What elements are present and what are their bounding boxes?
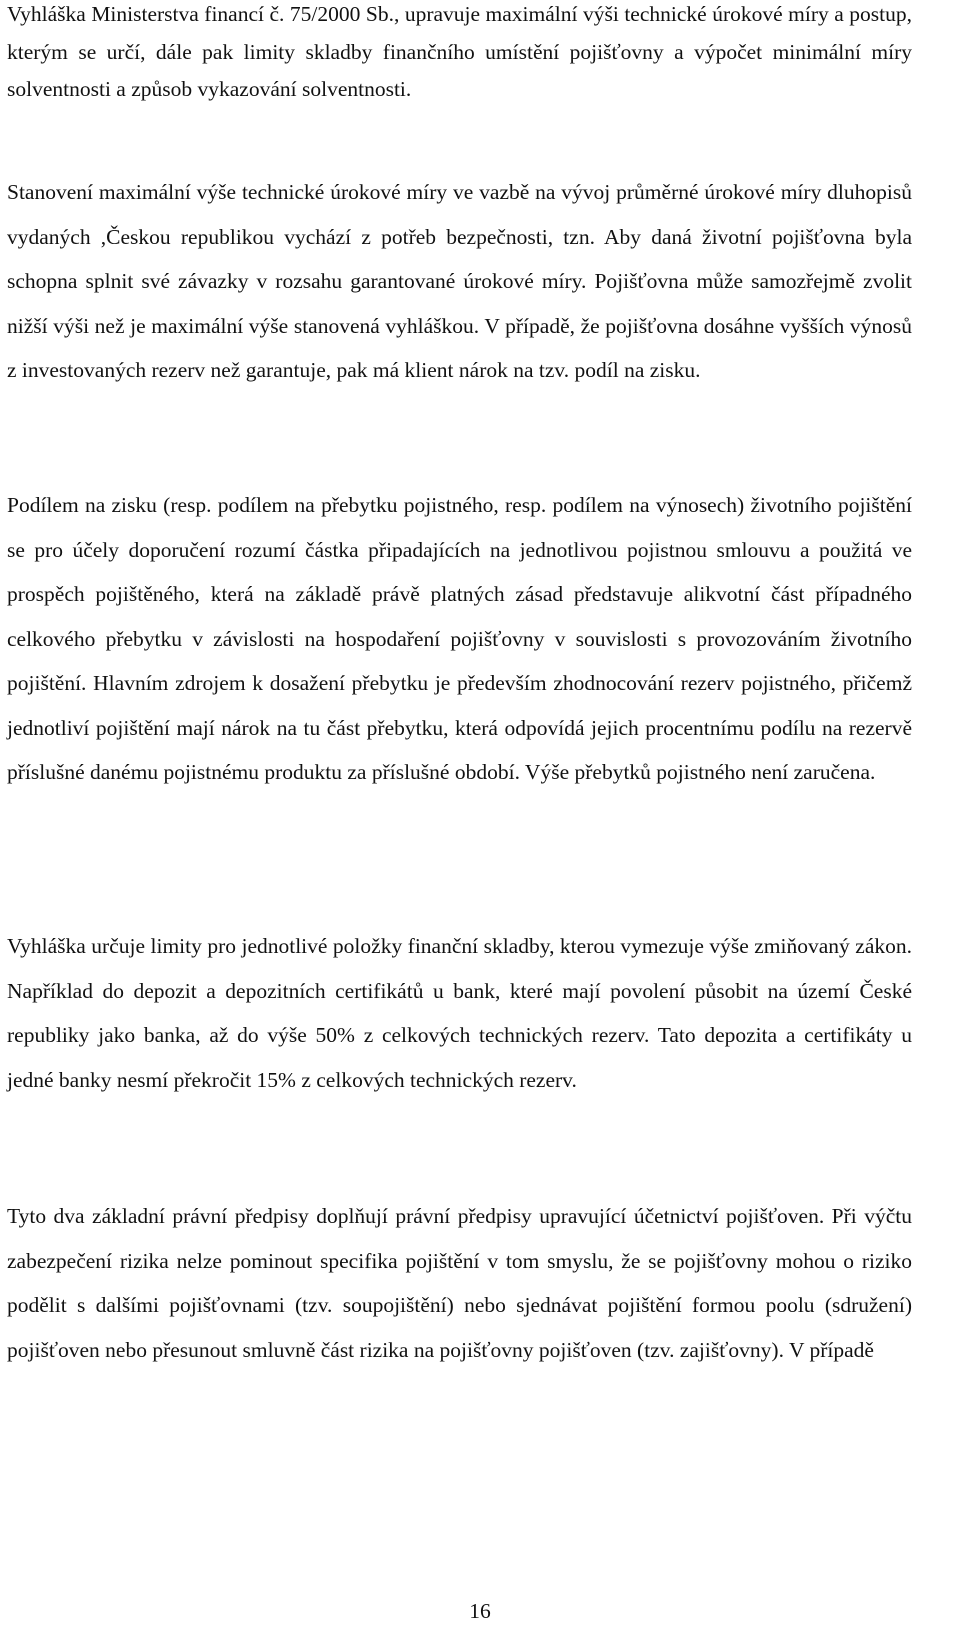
paragraph-decree-overview: Vyhláška Ministerstva financí č. 75/2000 Sb., upravuje maximální výši technické úrokové míry a postup, kterým se určí, dále pak limity skladby finančního umístění pojišťovny a výpočet minimální míry solventnosti a způsob vykazování solventnosti. xyxy=(7,2,912,101)
paragraph-legal-regulations: Tyto dva základní právní předpisy doplňují právní předpisy upravující účetnictví pojišťoven. Při výčtu zabezpečení rizika nelze pominout specifika pojištění v tom smyslu, že se pojišťovny mohou o riziko podělit s dalšími pojišťovnami (tzv. soupojištění) nebo sjednávat pojištění formou poolu (sdružení) pojišťoven nebo přesunout smluvně část rizika na pojišťovny pojišťoven (tzv. zajišťovny). V případě xyxy=(7,1204,912,1362)
paragraph-technical-interest-rate: Stanovení maximální výše technické úrokové míry ve vazbě na vývoj průměrné úrokové míry dluhopisů vydaných ,Českou republikou vychází z potřeb bezpečnosti, tzn. Aby daná životní pojišťovna byla schopna splnit své závazky v rozsahu garantované úrokové míry. Pojišťovna může samozřejmě zvolit nižší výši než je maximální výše stanovená vyhláškou. V případě, že pojišťovna dosáhne vyšších výnosů z investovaných rezerv než garantuje, pak má klient nárok na tzv. podíl na zisku. xyxy=(7,180,912,382)
paragraph-financial-limits: Vyhláška určuje limity pro jednotlivé položky finanční skladby, kterou vymezuje výše zmiňovaný zákon. Například do depozit a depozitních certifikátů u bank, které mají povolení působit na území České republiky jako banka, až do výše 50% z celkových technických rezerv. Tato depozita a certifikáty u jedné banky nesmí překročit 15% z celkových technických rezerv. xyxy=(7,934,912,1092)
page-number: 16 xyxy=(469,1599,491,1623)
paragraph-profit-share: Podílem na zisku (resp. podílem na přebytku pojistného, resp. podílem na výnosech) životního pojištění se pro účely doporučení rozumí částka připadajících na jednotlivou pojistnou smlouvu a použitá ve prospěch pojištěného, která na základě právě platných zásad představuje alikvotní část případného celkového přebytku v závislosti na hospodaření pojišťovny v souvislosti s provozováním životního pojištění. Hlavním zdrojem k dosažení přebytku je především zhodnocování rezerv pojistného, přičemž jednotliví pojištění mají nárok na tu část přebytku, která odpovídá jejich procentnímu podílu na rezervě příslušné danému pojistnému produktu za příslušné období. Výše přebytků pojistného není zaručena. xyxy=(7,493,912,784)
